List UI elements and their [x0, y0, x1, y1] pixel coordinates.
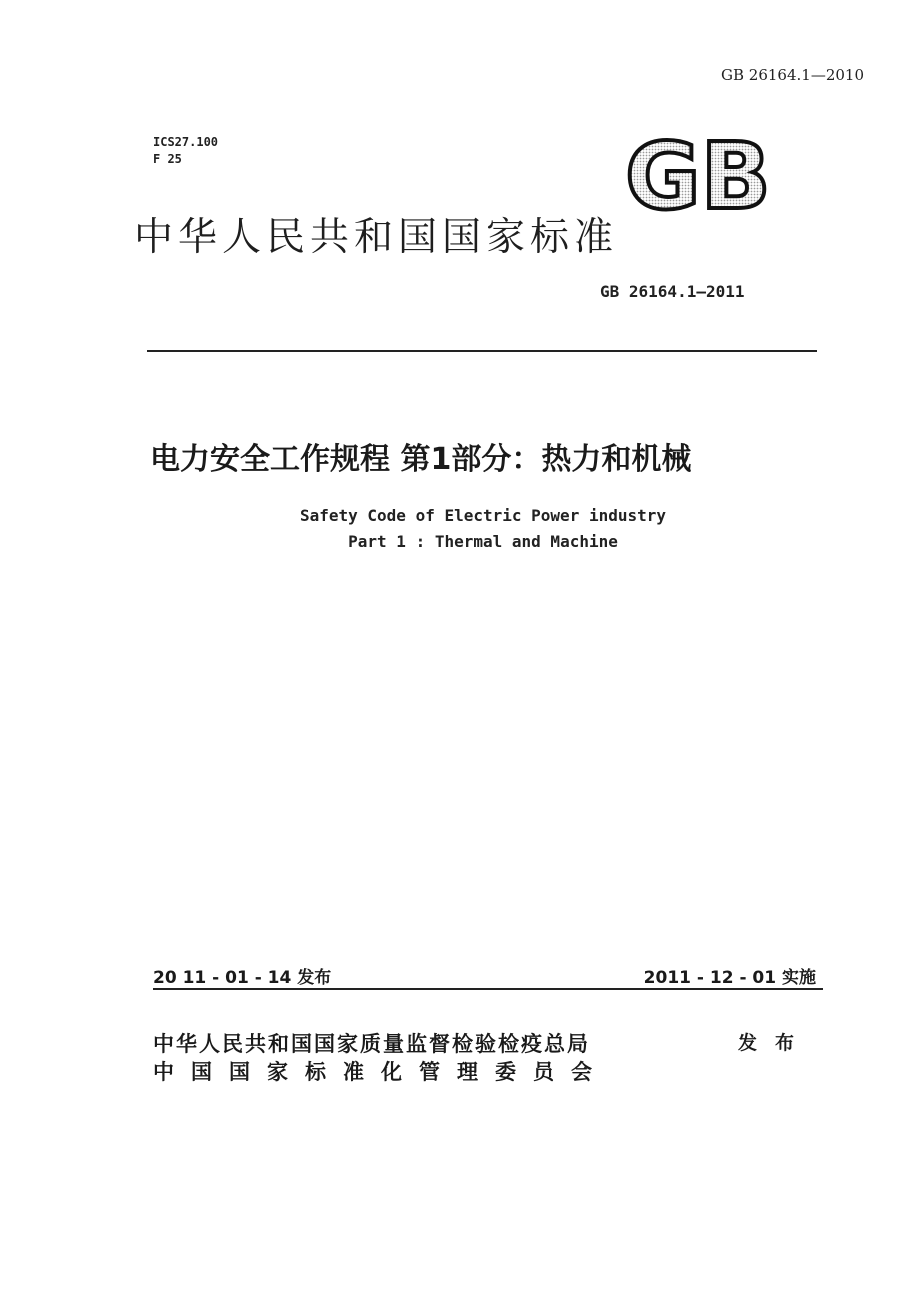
standard-number: GB 26164.1—2011 [600, 282, 745, 301]
implementation-date: 2011 - 12 - 01 实施 [643, 968, 816, 988]
ccs-code: F 25 [153, 152, 182, 166]
header-standard-code: GB 26164.1—2010 [721, 66, 864, 84]
issuer-label: 发布 [738, 1032, 813, 1054]
national-standard-title: 中华人民共和国国家标准 [134, 215, 619, 260]
ics-code: ICS27.100 [153, 135, 219, 149]
chinese-title: 电力安全工作规程 第1部分：热力和机械 [150, 442, 692, 477]
issue-date: 20 11 - 01 - 14 发布 [153, 968, 332, 988]
gb-logo-icon [618, 136, 778, 216]
english-title-line2: Part 1 : Thermal and Machine [348, 532, 618, 551]
issuer-sac: 中国国家标准化管理委员会 [153, 1060, 609, 1084]
classification-block [153, 134, 218, 168]
bottom-divider [153, 988, 823, 990]
top-divider [147, 350, 817, 352]
gb-logo-text: GB [625, 136, 771, 216]
english-title-line1: Safety Code of Electric Power industry [299, 506, 667, 525]
issuer-aqsiq: 中华人民共和国国家质量监督检验检疫总局 [153, 1032, 590, 1056]
